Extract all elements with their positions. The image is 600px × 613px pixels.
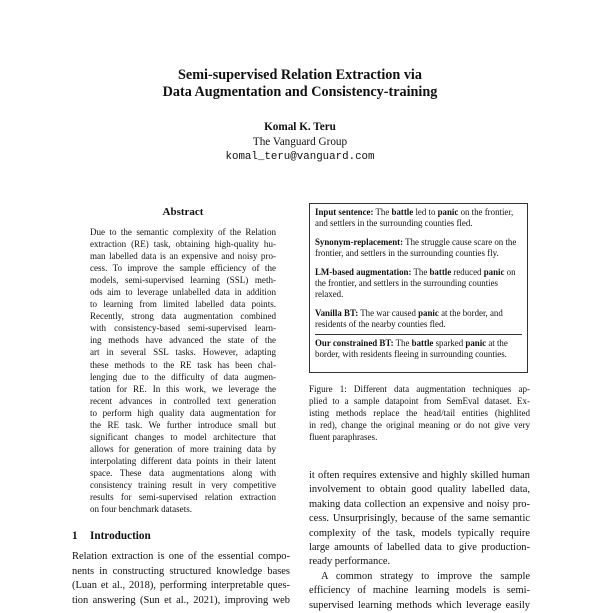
body-line: supervised learning methods which leverage easily — [309, 599, 530, 611]
body-line: large amounts of labelled data to give production- — [309, 542, 530, 554]
example-input — [315, 207, 522, 232]
abstract-text — [90, 226, 276, 515]
abstract-line: these methods to the RE task has been chal- — [90, 359, 276, 370]
example-lm — [315, 267, 522, 303]
caption-line: isting methods replace the head/tail entities (highlited — [309, 408, 530, 419]
abstract-line: to perform high quality data augmentation for — [90, 407, 276, 418]
example-text: at the border, and residents of the nearby counties fled. — [315, 307, 503, 330]
section-number: 1 — [72, 530, 78, 542]
body-line: A common strategy to improve the sample — [321, 570, 530, 582]
abstract-line: extraction (RE) task, obtaining high-quality hu- — [90, 239, 276, 250]
caption-line: plied to a sample datapoint from SemEval dataset. Ex- — [309, 396, 530, 407]
caption-line: Figure 1: Different data augmentation techniques ap- — [309, 384, 530, 394]
example-constrained-bt — [315, 338, 522, 363]
body-line: it often requires extensive and highly skilled human — [309, 470, 530, 481]
body-line: efficiency of machine learning models is semi- — [309, 585, 530, 597]
abstract-heading: Abstract — [162, 206, 204, 218]
abstract-line: models, semi-supervised learning (SSL) meth- — [90, 275, 276, 286]
abstract-line: consistency training result in very competitive — [90, 479, 276, 490]
intro-line: nents in constructing structured knowledge bases — [72, 565, 290, 577]
section-title: Introduction — [90, 530, 151, 542]
head-entity: battle — [411, 337, 434, 348]
abstract-line: recent advances in controlled text generation — [90, 395, 276, 406]
intro-text — [72, 550, 290, 608]
intro-line: (Luan et al., 2018), performing interpretable ques- — [72, 580, 290, 591]
figure-1-caption — [309, 383, 530, 443]
example-label: Vanilla BT: — [315, 307, 359, 318]
example-text: led to — [413, 207, 438, 217]
example-text: on the frontier, and settlers in the surrounding counties relaxed. — [315, 266, 516, 300]
abstract-line: Due to the semantic complexity of the Relation — [90, 227, 276, 237]
abstract-line: lenging due to the difficulty of data augmen- — [90, 371, 276, 382]
body-line: complexity of the task, models typically require — [309, 527, 530, 539]
tail-entity: panic — [437, 207, 459, 217]
head-entity: battle — [391, 207, 414, 217]
figure-1-box — [309, 203, 528, 373]
body-line: cess. Unsurprisingly, because of the same semantic — [309, 513, 530, 525]
title-line-2: Data Augmentation and Consistency-training — [162, 84, 438, 100]
abstract-line: with consistency-based semi-supervised learn- — [90, 323, 276, 334]
abstract-line: results for semi-supervised relation extraction — [90, 492, 276, 503]
abstract-line: allows for generation of more training data by — [90, 443, 276, 454]
paper-title — [0, 67, 600, 101]
example-text: The — [411, 266, 430, 277]
example-vanilla-bt — [315, 308, 522, 335]
author-affiliation: The Vanguard Group — [252, 136, 348, 148]
author-name: Komal K. Teru — [264, 121, 336, 133]
abstract-line: to learning from limited labelled data points. — [90, 299, 276, 310]
example-label: Input sentence: — [315, 207, 374, 217]
abstract-line: ing methods have advanced the state of the — [90, 335, 276, 346]
author-email: komal_teru@vanguard.com — [225, 151, 375, 163]
abstract-line: cess. To improve the sample efficiency of the — [90, 263, 276, 274]
head-entity: battle — [429, 266, 452, 277]
example-text: The — [393, 337, 412, 348]
abstract-line: man labelled data is an expensive and noisy pro- — [90, 251, 276, 262]
caption-line: fluent paraphrases. — [309, 432, 378, 443]
author-block — [0, 120, 600, 165]
example-text: sparked — [433, 337, 466, 348]
tail-entity: panic — [418, 307, 439, 318]
example-text: reduced — [451, 266, 484, 277]
example-text: at the border, with residents fleeing in surrounding counties. — [315, 337, 508, 360]
example-synonym — [315, 237, 522, 262]
tail-entity: panic — [465, 337, 487, 348]
intro-line: Relation extraction is one of the essential compo- — [72, 551, 290, 562]
body-line: ready performance. — [309, 556, 391, 568]
body-line: involvement to obtain good quality labelled data, — [309, 484, 530, 496]
title-line-1: Semi-supervised Relation Extraction via — [178, 67, 422, 83]
example-text: on the frontier, and settlers in the surrounding counties fled. — [315, 207, 514, 229]
abstract-line: art in several SSL tasks. However, adapting — [90, 347, 276, 358]
example-label: Synonym-replacement: — [315, 236, 404, 247]
abstract-line: on four benchmark datasets. — [90, 504, 192, 515]
abstract-line: interpolating different data points in their latent — [90, 455, 276, 466]
example-label: LM-based augmentation: — [315, 266, 412, 277]
example-text: The struggle cause scare on the frontier, and settlers in the surrounding counties fly. — [315, 236, 517, 259]
tail-entity: panic — [483, 266, 505, 277]
intro-heading — [72, 530, 151, 542]
abstract-line: tation for RE. In this work, we leverage the — [90, 383, 276, 394]
abstract-line: ods aim to leverage unlabelled data in addition — [90, 287, 276, 298]
example-text: The war caused — [358, 307, 419, 318]
example-label: Our constrained BT: — [315, 337, 394, 348]
body-line: making data collection an expensive and noisy pro- — [309, 498, 530, 510]
abstract-line: the RE task. We further introduce small but — [90, 419, 276, 430]
caption-line: in red), change the original meaning or do not give very — [309, 420, 530, 431]
intro-line: tion answering (Sun et al., 2021), improving web — [72, 594, 290, 606]
right-column-text — [309, 469, 530, 613]
abstract-line: significant changes to model architecture that — [90, 431, 276, 442]
abstract-line: space. These data augmentations along with — [90, 467, 276, 478]
example-text: The — [373, 207, 392, 217]
abstract-line: Recently, strong data augmentation combined — [90, 311, 276, 322]
